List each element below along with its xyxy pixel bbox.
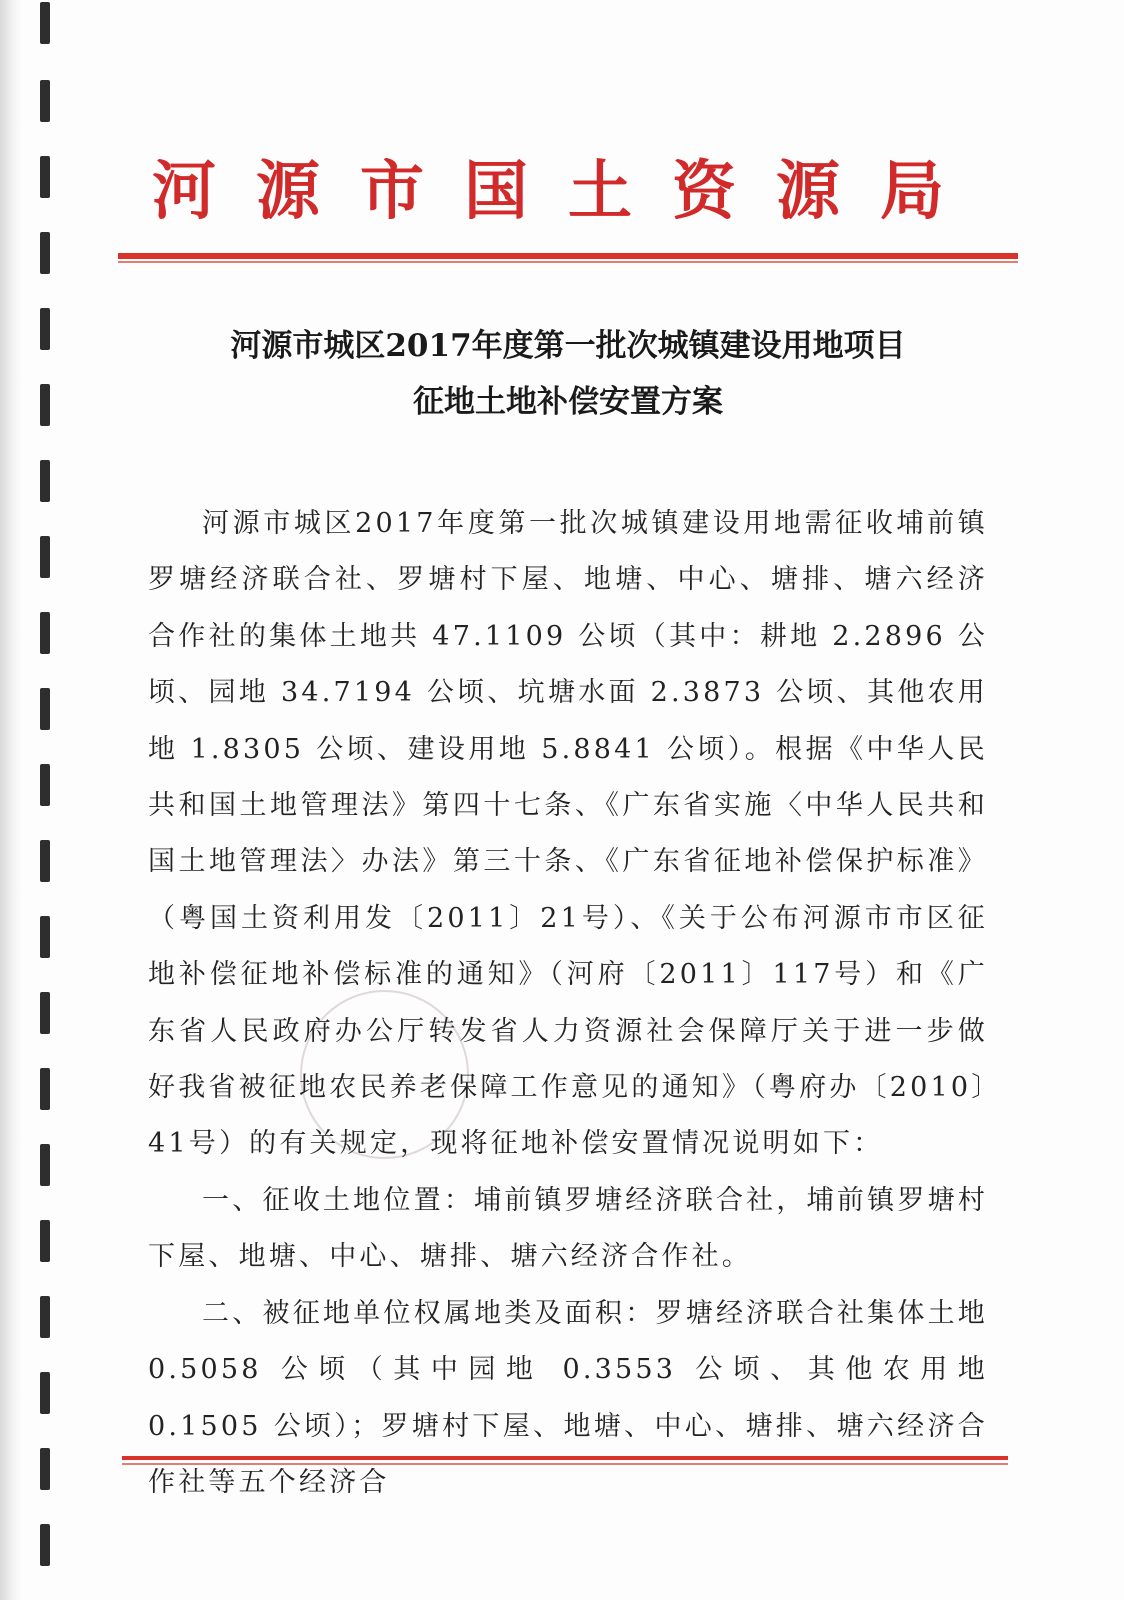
binding-hole: [40, 1068, 50, 1110]
binding-hole: [40, 688, 50, 730]
binding-hole: [40, 1372, 50, 1414]
binding-hole: [40, 1296, 50, 1338]
footer-red-rule: [122, 1456, 1008, 1460]
scan-edge-shadow: [0, 0, 22, 1600]
body-paragraph-ownership: 二、被征地单位权属地类及面积：罗塘经济联合社集体土地0.5058 公顷（其中园地 0.3553 公顷、其他农用地 0.1505 公顷）；罗塘村下屋、地塘、中心、塘排、塘六经济合作社等五个经济合: [148, 1297, 988, 1498]
body-paragraph-location: 一、征收土地位置：埔前镇罗塘经济联合社，埔前镇罗塘村下屋、地塘、中心、塘排、塘六经济合作社。: [148, 1184, 988, 1273]
binding-holes: [40, 0, 52, 1600]
document-title-line-2: 征地土地补偿安置方案: [413, 384, 723, 420]
binding-hole: [40, 840, 50, 882]
binding-hole: [40, 460, 50, 502]
body-paragraph-intro: 河源市城区2017年度第一批次城镇建设用地需征收埔前镇罗塘经济联合社、罗塘村下屋、地塘、中心、塘排、塘六经济合作社的集体土地共 47.1109 公顷（其中：耕地 2.2896 公顷、园地 34.7194 公顷、坑塘水面 2.3873 公顷、其他农用地 1.8305 公顷、建设用地 5.8841 公顷）。根据《中华人民共和国土地管理法》第四十七条、《广东省实施〈中华人民共和国土地管理法〉办法》第三十条、《广东省征地补偿保护标准》（粤国土资利用发〔2011〕21号）、《关于公布河源市市区征地补偿征地补偿标准的通知》（河府〔2011〕117号）和《广东省人民政府办公厅转发省人力资源社会保障厅关于进一步做好我省被征地农民养老保障工作意见的通知》（粤府办〔2010〕41号）的有关规定，现将征地补偿安置情况说明如下：: [148, 508, 988, 1160]
binding-hole: [40, 1220, 50, 1262]
binding-hole: [40, 536, 50, 578]
document-body: [148, 496, 988, 1511]
binding-hole: [40, 1524, 50, 1566]
binding-hole: [40, 1144, 50, 1186]
binding-hole: [40, 232, 50, 274]
letterhead-org-name: 河源市国土资源局: [152, 154, 984, 229]
binding-hole: [40, 308, 50, 350]
binding-hole: [40, 1448, 50, 1490]
binding-hole: [40, 384, 50, 426]
binding-hole: [40, 156, 50, 198]
document-title-line-1: 河源市城区2017年度第一批次城镇建设用地项目: [230, 328, 906, 364]
binding-hole: [40, 916, 50, 958]
binding-hole: [40, 992, 50, 1034]
binding-hole: [40, 612, 50, 654]
letterhead-red-rule-thin: [118, 261, 1018, 263]
footer-red-rule-thin: [122, 1463, 1008, 1465]
binding-hole: [40, 80, 50, 122]
document-title: [118, 318, 1018, 430]
binding-hole: [40, 764, 50, 806]
binding-hole: [40, 2, 50, 44]
letterhead-red-rule: [118, 253, 1018, 259]
